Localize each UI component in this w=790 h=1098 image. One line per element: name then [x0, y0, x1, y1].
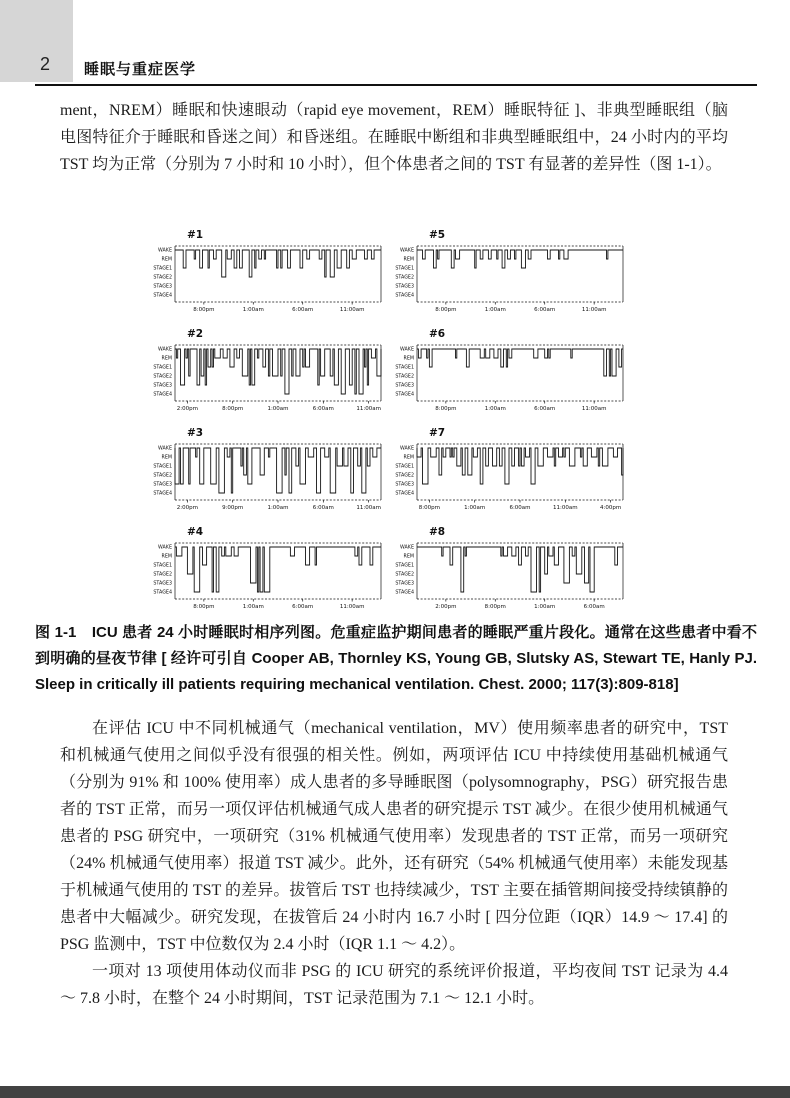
figure-caption: 图 1-1 ICU 患者 24 小时睡眠时相序列图。危重症监护期间患者的睡眠严重片段化。通常在这些患者中看不到明确的昼夜节律 [ 经许可引自 Cooper AB, Thornley KS, Young GB, Slutsky AS, Stewart TE, Hanly PJ. Sleep in critically ill patients requiring mechanical ventilation. Chest. 2000; 117(3):809-818]: [35, 624, 757, 693]
panel-label: #4: [187, 526, 204, 538]
hypnogram-panel-5: [387, 226, 632, 322]
stage-label: STAGE1: [153, 563, 172, 569]
stage-label: REM: [403, 356, 414, 362]
time-tick-label: 6:00am: [292, 604, 314, 610]
figure-1-1: [145, 226, 632, 622]
stage-label: STAGE1: [395, 464, 414, 470]
hypnogram-chart: [387, 226, 627, 322]
time-tick-label: 8:00pm: [193, 604, 215, 610]
stage-label: WAKE: [158, 248, 172, 254]
stage-label: STAGE2: [153, 473, 172, 479]
page-number: 2: [40, 54, 51, 74]
stage-label: WAKE: [158, 446, 172, 452]
running-header-title: 睡眠与重症医学: [84, 61, 197, 78]
time-tick-label: 8:00pm: [484, 604, 506, 610]
time-tick-label: 8:00pm: [435, 406, 457, 412]
panel-label: #2: [187, 328, 204, 340]
hypnogram-chart: [387, 523, 627, 619]
hypnogram-trace: [417, 448, 623, 484]
panel-label: #5: [429, 229, 446, 241]
time-tick-label: 11:00am: [581, 307, 607, 313]
time-tick-label: 8:00pm: [435, 307, 457, 313]
stage-label: REM: [403, 455, 414, 461]
panel-label: #8: [429, 526, 446, 538]
time-tick-label: 1:00am: [484, 406, 506, 412]
time-tick-label: 9:00pm: [222, 505, 244, 511]
hypnogram-panel-4: [145, 523, 385, 619]
stage-label: STAGE3: [395, 284, 414, 290]
stage-label: STAGE1: [153, 266, 172, 272]
footer-bar: [0, 1086, 790, 1098]
time-tick-label: 1:00am: [534, 604, 556, 610]
stage-label: WAKE: [400, 248, 414, 254]
stage-label: REM: [161, 554, 172, 560]
paragraph-1: ment，NREM）睡眠和快速眼动（rapid eye movement，REM）睡眠特征 ]、非典型睡眠组（脑电图特征介于睡眠和昏迷之间）和昏迷组。在睡眠中断组和非典型睡眠组中，24 小时内的平均 TST 均为正常（分别为 7 小时和 10 小时），但个体患者之间的 TST 有显著的差异性（图 1-1）。: [60, 102, 728, 173]
stage-label: STAGE4: [395, 293, 414, 299]
stage-label: STAGE4: [153, 293, 172, 299]
stage-label: STAGE2: [153, 275, 172, 281]
stage-label: STAGE4: [395, 392, 414, 398]
hypnogram-panel-1: [145, 226, 385, 322]
hypnogram-chart: [145, 424, 385, 520]
time-tick-label: 6:00am: [292, 307, 314, 313]
stage-label: WAKE: [400, 446, 414, 452]
time-tick-label: 6:00am: [509, 505, 531, 511]
stage-label: STAGE3: [153, 383, 172, 389]
time-tick-label: 1:00am: [242, 604, 264, 610]
figure-column-right: [387, 226, 632, 622]
stage-label: STAGE2: [395, 275, 414, 281]
stage-label: STAGE3: [153, 581, 172, 587]
time-tick-label: 8:00pm: [193, 307, 215, 313]
panel-label: #1: [187, 229, 204, 241]
time-tick-label: 2:00pm: [176, 406, 198, 412]
hypnogram-trace: [175, 448, 381, 493]
stage-label: REM: [161, 356, 172, 362]
hypnogram-chart: [145, 325, 385, 421]
hypnogram-panel-7: [387, 424, 632, 520]
panel-label: #7: [429, 427, 446, 439]
stage-label: STAGE2: [153, 572, 172, 578]
stage-label: STAGE1: [153, 464, 172, 470]
time-tick-label: 2:00pm: [435, 604, 457, 610]
paragraph-2: 在评估 ICU 中不同机械通气（mechanical ventilation，MV）使用频率患者的研究中，TST 和机械通气使用之间似乎没有很强的相关性。例如，两项评估 ICU 中持续使用基础机械通气（分别为 91% 和 100% 使用率）成人患者的多导睡眠图（polysomnography，PSG）研究报告患者的 TST 正常，而另一项仅评估机械通气成人患者的研究提示 TST 减少。在很少使用机械通气患者的 PSG 研究中，一项研究（31% 机械通气使用率）发现患者的 TST 正常，而另一项研究（24% 机械通气使用率）报道 TST 减少。此外，还有研究（54% 机械通气使用率）未能发现基于机械通气使用的 TST 的差异。拔管后 TST 也持续减少，TST 主要在插管期间接受持续镇静的患者中大幅减少。研究发现，在拔管后 24 小时内 16.7 小时 [ 四分位距（IQR）14.9 ～ 17.4] 的 PSG 监测中，TST 中位数仅为 2.4 小时（IQR 1.1 ～ 4.2）。: [60, 720, 728, 953]
stage-label: WAKE: [158, 347, 172, 353]
hypnogram-chart: [387, 424, 627, 520]
stage-label: STAGE4: [395, 491, 414, 497]
stage-label: STAGE4: [395, 590, 414, 596]
stage-label: STAGE2: [395, 374, 414, 380]
hypnogram-trace: [175, 250, 381, 277]
stage-label: STAGE4: [153, 590, 172, 596]
stage-label: REM: [161, 257, 172, 263]
hypnogram-panel-3: [145, 424, 385, 520]
time-tick-label: 11:00am: [339, 604, 365, 610]
time-tick-label: 11:00am: [581, 406, 607, 412]
time-tick-label: 8:00pm: [222, 406, 244, 412]
panel-label: #3: [187, 427, 204, 439]
panel-label: #6: [429, 328, 446, 340]
stage-label: STAGE3: [395, 383, 414, 389]
time-tick-label: 6:00am: [534, 307, 556, 313]
time-tick-label: 11:00am: [356, 505, 381, 511]
stage-label: STAGE3: [153, 482, 172, 488]
stage-label: STAGE4: [153, 392, 172, 398]
stage-label: STAGE3: [153, 284, 172, 290]
stage-label: REM: [161, 455, 172, 461]
stage-label: WAKE: [400, 347, 414, 353]
hypnogram-chart: [145, 523, 385, 619]
stage-label: STAGE4: [153, 491, 172, 497]
stage-label: REM: [403, 257, 414, 263]
header-corner-block: [0, 0, 73, 82]
hypnogram-panel-6: [387, 325, 632, 421]
time-tick-label: 8:00pm: [418, 505, 440, 511]
stage-label: STAGE1: [395, 365, 414, 371]
hypnogram-panel-8: [387, 523, 632, 619]
stage-label: STAGE3: [395, 482, 414, 488]
stage-label: STAGE2: [395, 473, 414, 479]
hypnogram-chart: [387, 325, 627, 421]
stage-label: STAGE1: [395, 563, 414, 569]
hypnogram-trace: [417, 349, 623, 376]
time-tick-label: 6:00am: [534, 406, 556, 412]
time-tick-label: 4:00pm: [600, 505, 622, 511]
hypnogram-chart: [145, 226, 385, 322]
figure-column-left: [145, 226, 385, 622]
header-rule: [35, 84, 757, 86]
stage-label: STAGE1: [395, 266, 414, 272]
paragraph-3: 一项对 13 项使用体动仪而非 PSG 的 ICU 研究的系统评价报道，平均夜间 TST 记录为 4.4 ～ 7.8 小时，在整个 24 小时期间，TST 记录范围为 7.1 ～ 12.1 小时。: [60, 963, 728, 1007]
time-tick-label: 1:00am: [242, 307, 264, 313]
stage-label: STAGE1: [153, 365, 172, 371]
time-tick-label: 11:00am: [553, 505, 578, 511]
stage-label: REM: [403, 554, 414, 560]
stage-label: WAKE: [158, 545, 172, 551]
stage-label: STAGE3: [395, 581, 414, 587]
time-tick-label: 1:00am: [267, 406, 289, 412]
time-tick-label: 11:00am: [356, 406, 381, 412]
time-tick-label: 6:00am: [583, 604, 605, 610]
hypnogram-trace: [175, 547, 381, 592]
time-tick-label: 2:00pm: [176, 505, 198, 511]
hypnogram-trace: [175, 349, 381, 394]
hypnogram-trace: [417, 250, 623, 268]
time-tick-label: 6:00am: [312, 406, 334, 412]
time-tick-label: 1:00am: [484, 307, 506, 313]
hypnogram-trace: [417, 547, 623, 592]
hypnogram-panel-2: [145, 325, 385, 421]
time-tick-label: 6:00am: [312, 505, 334, 511]
time-tick-label: 1:00am: [464, 505, 486, 511]
time-tick-label: 1:00am: [267, 505, 289, 511]
stage-label: WAKE: [400, 545, 414, 551]
stage-label: STAGE2: [395, 572, 414, 578]
time-tick-label: 11:00am: [339, 307, 365, 313]
stage-label: STAGE2: [153, 374, 172, 380]
